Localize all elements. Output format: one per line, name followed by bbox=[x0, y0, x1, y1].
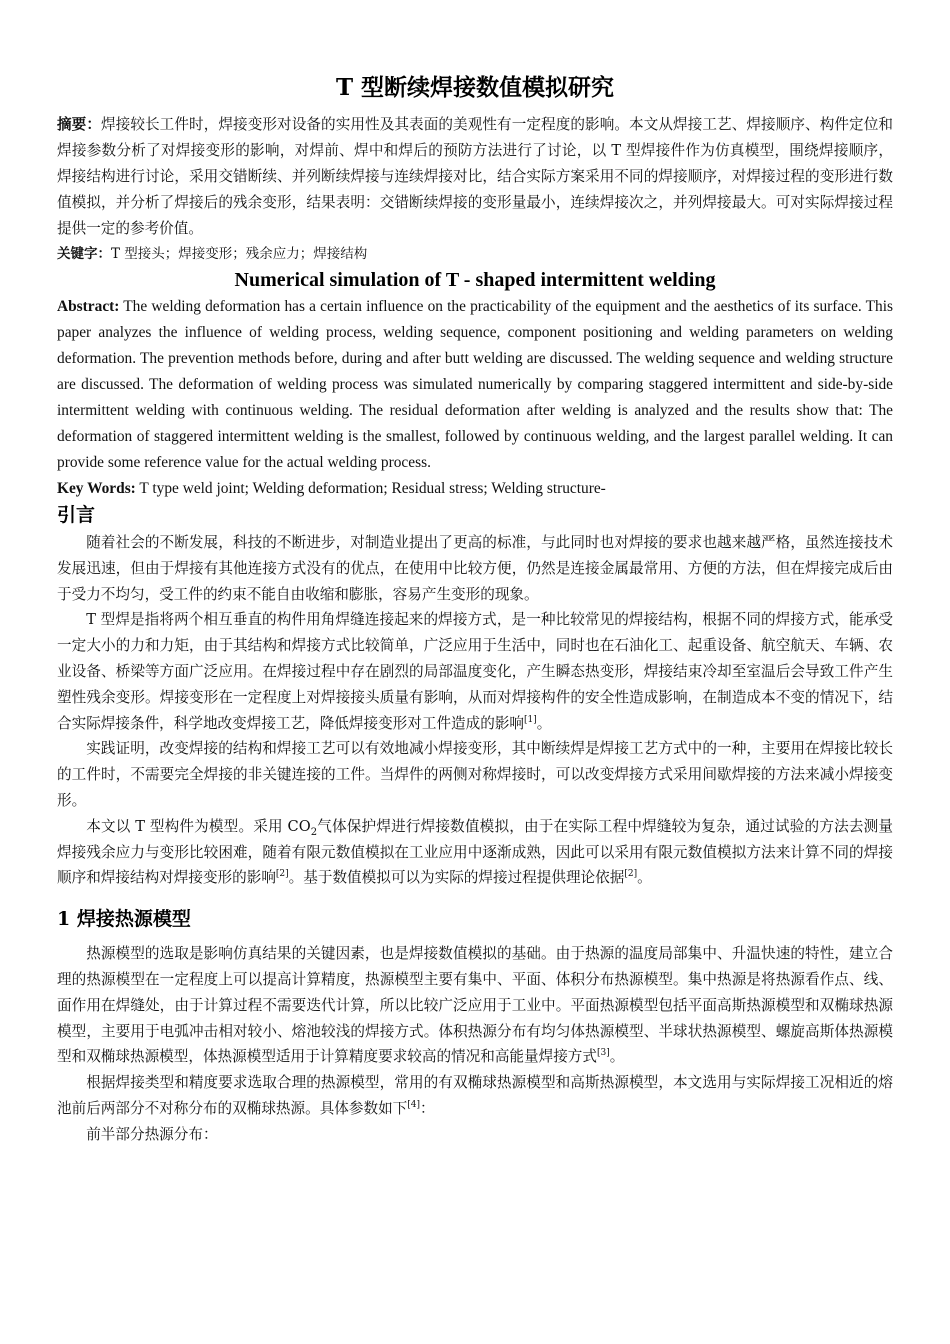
s1-p2-text: 根据焊接类型和精度要求选取合理的热源模型，常用的有双椭球热源模型和高斯热源模型，本文选用与实际焊接工况相近的熔池前后两部分不对称分布的双椭球热源。具体参数如下 bbox=[57, 1074, 893, 1117]
keywords-en-text: T type weld joint; Welding deformation; Residual stress; Welding structure- bbox=[135, 480, 606, 497]
abstract-en bbox=[57, 294, 893, 476]
intro-p4-c: 。基于数值模拟可以为实际的焊接过程提供理论依据 bbox=[288, 869, 625, 887]
keywords-zh-text: T 型接头；焊接变形；残余应力；焊接结构 bbox=[111, 246, 368, 262]
intro-paragraph-4 bbox=[57, 814, 893, 891]
keywords-en-label: Key Words: bbox=[57, 480, 136, 497]
intro-paragraph-2 bbox=[57, 607, 893, 736]
paper-title: T 型断续焊接数值模拟研究 bbox=[335, 74, 615, 101]
citation-ref: [4] bbox=[407, 1100, 421, 1111]
section-1-paragraph-1 bbox=[57, 941, 893, 1070]
keywords-zh-label: 关键字： bbox=[57, 246, 111, 262]
s1-p2-end: ： bbox=[420, 1099, 435, 1117]
intro-p4-a: 本文以 T 型构件为模型。采用 CO bbox=[86, 817, 311, 835]
intro-p4-b: 气体保护焊进行焊接数值模拟，由于在实际工程中焊缝较为复杂，通过试验的方法去测量焊接残余应力与变形比较困难，随着有限元数值模拟在工业应用中逐渐成熟，因此可以采用有限元数值模拟方法来计算不同的焊接顺序和焊接结构对焊接变形的影响 bbox=[57, 817, 893, 887]
intro-heading: 引言 bbox=[57, 504, 96, 526]
intro-paragraph-3: 实践证明，改变焊接的结构和焊接工艺可以有效地减小焊接变形，其中断续焊是焊接工艺方式中的一种，主要用在焊接比较长的工件时，不需要完全焊接的非关键连接的工件。当焊件的两侧对称焊接时，可以改变焊接方式采用间歇焊接的方法来减小焊接变形。 bbox=[57, 740, 893, 809]
english-title: Numerical simulation of T - shaped intermittent welding bbox=[234, 269, 716, 291]
abstract-zh bbox=[57, 112, 893, 242]
abstract-zh-label: 摘要： bbox=[57, 116, 102, 133]
intro-p2-text: T 型焊是指将两个相互垂直的构件用角焊缝连接起来的焊接方式，是一种比较常见的焊接结构，根据不同的焊接方式，能承受一定大小的力和力矩，由于其结构和焊接方式比较简单，广泛应用于生活中，同时也在石油化工、起重设备、航空航天、车辆、农业设备、桥梁等方面广泛应用。在焊接过程中存在剧烈的局部温度变化，产生瞬态热变形，焊接结束冷却至室温后会导致工件产生塑性残余变形。焊接变形在一定程度上对焊接接头质量有影响，从而对焊接构件的安全性造成影响，在制造成本不变的情况下，结合实际焊接条件，科学地改变焊接工艺，降低焊接变形对工件造成的影响 bbox=[57, 611, 893, 732]
co2-subscript: 2 bbox=[310, 826, 318, 838]
section-1-heading: 1 焊接热源模型 bbox=[57, 908, 191, 931]
abstract-zh-text: 焊接较长工件时，焊接变形对设备的实用性及其表面的美观性有一定程度的影响。本文从焊接工艺、焊接顺序、构件定位和焊接参数分析了对焊接变形的影响，对焊前、焊中和焊后的预防方法进行了讨论，以 T 型焊接件作为仿真模型，围绕焊接顺序，焊接结构进行讨论，采用交错断续、并列断续焊接与连续焊接对比，结合实际方案采用不同的焊接顺序，对焊接过程的变形进行数值模拟，并分析了焊接后的残余变形，结果表明：交错断续焊接的变形量最小，连续焊接次之，并列焊接最大。可对实际焊接过程提供一定的参考价值。 bbox=[57, 116, 893, 237]
intro-paragraph-1: 随着社会的不断发展，科技的不断进步，对制造业提出了更高的标准，与此同时也对焊接的要求也越来越严格，虽然连接技术发展迅速，但由于焊接有其他连接方式没有的优点，在使用中比较方便，仍然是连接金属最常用、方便的方法，但在焊接完成后由于受力不均匀，受工件的约束不能自由收缩和膨胀，容易产生变形的现象。 bbox=[57, 534, 893, 603]
citation-ref: [2] bbox=[275, 869, 289, 880]
citation-ref: [2] bbox=[624, 869, 638, 880]
abstract-en-label: Abstract: bbox=[57, 298, 120, 315]
citation-ref: [3] bbox=[596, 1048, 610, 1059]
s1-p1-text: 热源模型的选取是影响仿真结果的关键因素，也是焊接数值模拟的基础。由于热源的温度局部集中、升温快速的特性，建立合理的热源模型在一定程度上可以提高计算精度，热源模型主要有集中、平面、体积分布热源模型。集中热源是将热源看作点、线、面作用在焊缝处，由于计算过程不需要迭代计算，所以比较广泛应用于工业中。平面热源模型包括平面高斯热源模型和双椭球热源模型，主要用于电弧冲击相对较小、熔池较浅的焊接方式。体积热源分布有均匀体热源模型、半球状热源模型、螺旋高斯体热源模型和双椭球热源模型，体热源模型适用于计算精度要求较高的情况和高能量焊接方式 bbox=[57, 945, 893, 1066]
intro-p4-d: 。 bbox=[637, 869, 652, 887]
citation-ref: [1] bbox=[524, 714, 537, 725]
intro-p2-end: 。 bbox=[536, 714, 552, 732]
keywords-en bbox=[57, 476, 893, 502]
s1-p1-end: 。 bbox=[609, 1048, 625, 1066]
section-1-paragraph-3: 前半部分热源分布： bbox=[86, 1125, 218, 1143]
keywords-zh bbox=[57, 242, 893, 266]
abstract-en-text: The welding deformation has a certain influence on the practicability of the equipment and the aesthetics of its surface. This paper analyzes the influence of welding process, welding sequence, component positioning and welding parameters on welding deformation. The prevention methods before, during and after butt welding are discussed. The welding sequence and welding structure are discussed. The deformation of welding process was simulated numerically by comparing staggered intermittent and side-by-side intermittent welding with continuous welding. The residual deformation after welding is analyzed and the results show that: The deformation of staggered intermittent welding is the smallest, followed by continuous welding, and the largest parallel welding. It can provide some reference value for the actual welding process. bbox=[57, 298, 893, 471]
section-1-paragraph-2 bbox=[57, 1070, 893, 1122]
paper-page bbox=[57, 70, 893, 1148]
